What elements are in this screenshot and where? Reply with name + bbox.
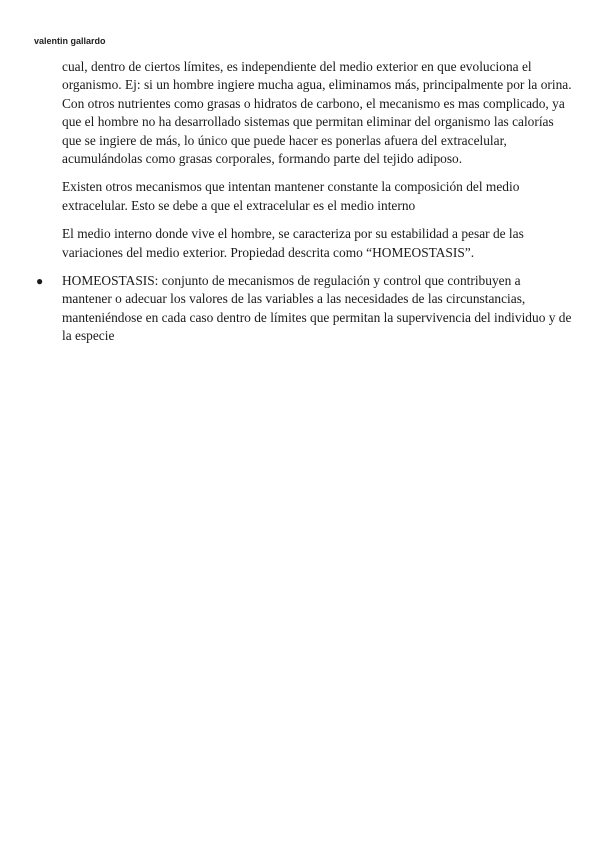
document-body — [36, 58, 572, 346]
bullet-text: HOMEOSTASIS: conjunto de mecanismos de regulación y control que contribuyen a mantener o adecuar los valores de las variables a las necesidades de las circunstancias, manteniéndose en cada caso dentro de límites que permitan la supervivencia del individuo y de la especie — [62, 273, 572, 344]
author-header: valentin gallardo — [34, 36, 106, 46]
paragraph-3: El medio interno donde vive el hombre, se caracteriza por su estabilidad a pesar de las variaciones del medio exterior. Propiedad descrita como “HOMEOSTASIS”. — [62, 226, 524, 260]
list-item — [36, 272, 572, 346]
paragraph-2: Existen otros mecanismos que intentan mantener constante la composición del medio extracelular. Esto se debe a que el extracelular es el medio interno — [62, 179, 520, 213]
bullet-list — [36, 272, 572, 346]
paragraph-1: cual, dentro de ciertos límites, es independiente del medio exterior en que evoluciona el organismo. Ej: si un hombre ingiere mucha agua, eliminamos más, principalmente por la orina. Con otros nutrientes como grasas o hidratos de carbono, el mecanismo es mas complicado, ya que el hombre no ha desarrollado sistemas que permitan eliminar del organismo las calorías que se ingiere de más, lo único que puede hacer es ponerlas afuera del extracelular, acumulándolas como grasas corporales, formando parte del tejido adiposo. — [62, 59, 572, 167]
bullet-icon: ● — [36, 274, 44, 289]
